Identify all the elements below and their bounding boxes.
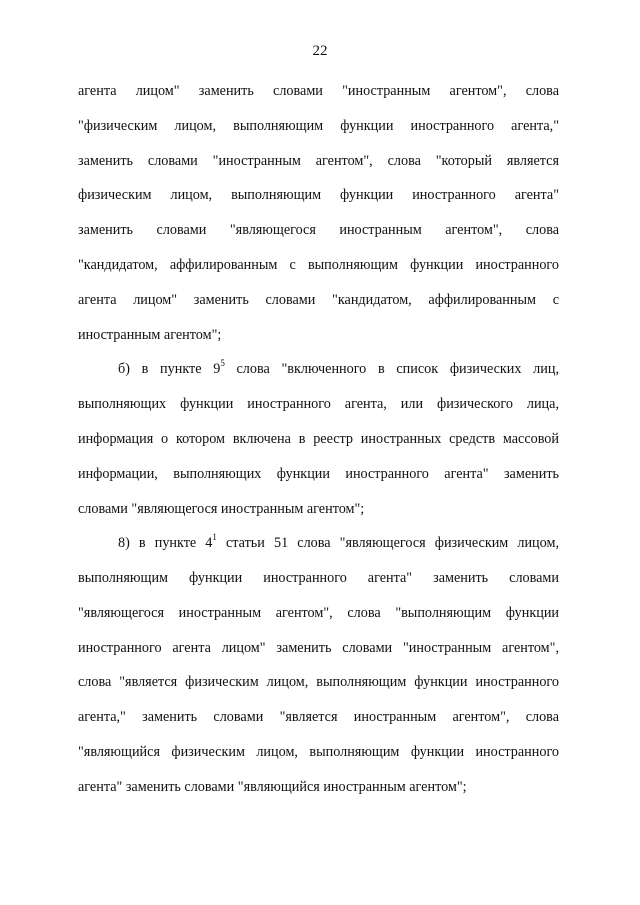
page-number: 22: [312, 43, 328, 59]
text-line: информация о котором включена в реестр иностранных средств массовой: [78, 431, 559, 447]
text-line: агента лицом" заменить словами "иностранным агентом", слова: [78, 83, 559, 99]
paragraph-start-line: [118, 360, 559, 378]
superscript: 5: [220, 358, 225, 369]
superscript: 1: [212, 532, 217, 543]
text-span: 8) в пункте 4: [118, 535, 213, 551]
text-line: выполняющим функции иностранного агента" заменить словами: [78, 570, 559, 586]
text-line: словами "являющегося иностранным агентом";: [78, 501, 365, 517]
text-line: "являющийся физическим лицом, выполняющим функции иностранного: [78, 744, 559, 760]
text-line: физическим лицом, выполняющим функции иностранного агента": [78, 187, 559, 203]
text-line: агента" заменить словами "являющийся иностранным агентом";: [78, 779, 467, 795]
text-line: "являющегося иностранным агентом", слова "выполняющим функции: [78, 605, 559, 621]
text-line: "физическим лицом, выполняющим функции иностранного агента,": [78, 118, 559, 134]
text-line: слова "является физическим лицом, выполняющим функции иностранного: [78, 674, 559, 690]
text-line: информации, выполняющих функции иностранного агента" заменить: [78, 466, 559, 482]
text-span: б) в пункте 9: [118, 361, 221, 377]
text-line: иностранным агентом";: [78, 327, 222, 343]
text-span: статьи 51 слова "являющегося физическим лицом,: [216, 535, 559, 551]
text-line: заменить словами "являющегося иностранным агентом", слова: [78, 222, 559, 238]
text-line: "кандидатом, аффилированным с выполняющим функции иностранного: [78, 257, 559, 273]
text-line: агента лицом" заменить словами "кандидатом, аффилированным с: [78, 292, 559, 308]
text-line: агента," заменить словами "является иностранным агентом", слова: [78, 709, 559, 725]
paragraph-start-line: [118, 534, 559, 552]
text-line: иностранного агента лицом" заменить словами "иностранным агентом",: [78, 640, 559, 656]
text-line: выполняющих функции иностранного агента, или физического лица,: [78, 396, 559, 412]
text-line: заменить словами "иностранным агентом", слова "который является: [78, 153, 559, 169]
text-span: слова "включенного в список физических лиц,: [224, 361, 559, 377]
